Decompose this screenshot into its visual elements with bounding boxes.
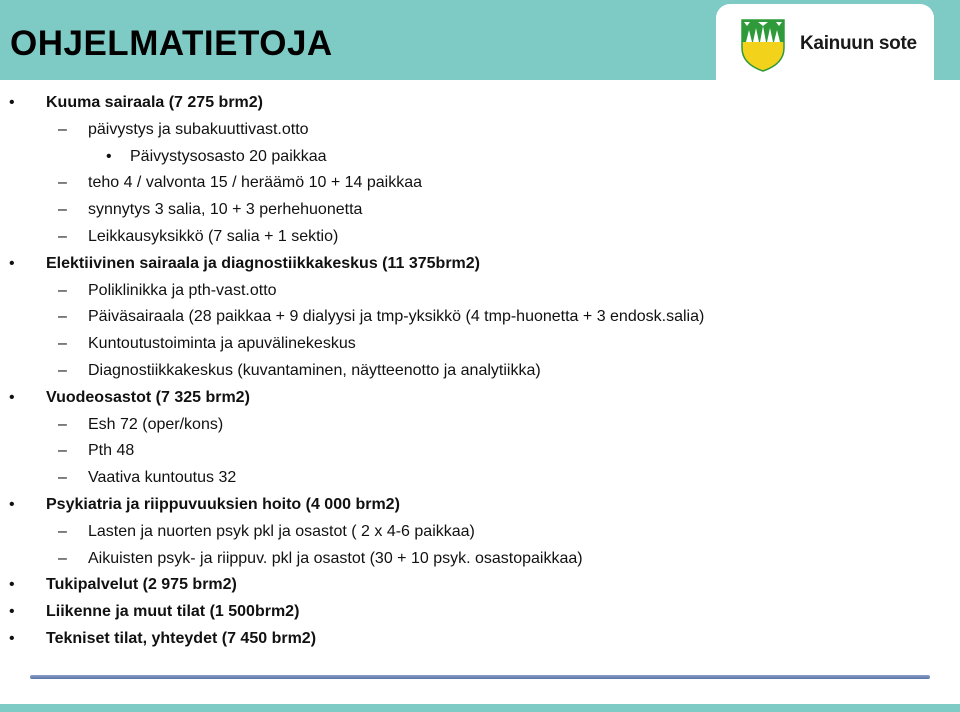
bullet-marker: • bbox=[9, 629, 15, 647]
list-item-text: synnytys 3 salia, 10 + 3 perhehuonetta bbox=[88, 201, 363, 219]
bullet-marker: • bbox=[9, 495, 15, 513]
list-item-text: Diagnostiikkakeskus (kuvantaminen, näytteenotto ja analytiikka) bbox=[88, 361, 541, 379]
list-item-text: Pth 48 bbox=[88, 442, 135, 460]
list-item-text: päivystys ja subakuuttivast.otto bbox=[88, 120, 309, 138]
list-item-text: Elektiivinen sairaala ja diagnostiikkakeskus (11 375brm2) bbox=[46, 254, 481, 272]
list-item-text: Aikuisten psyk- ja riippuv. pkl ja osastot (30 + 10 psyk. osastopaikkaa) bbox=[88, 549, 583, 567]
bullet-marker: • bbox=[9, 603, 15, 621]
list-item-text: Päivystysosasto 20 paikkaa bbox=[130, 147, 327, 165]
list-item-text: Psykiatria ja riippuvuuksien hoito (4 000 brm2) bbox=[46, 495, 400, 513]
footer-band bbox=[0, 704, 960, 712]
list-item-text: Vuodeosastot (7 325 brm2) bbox=[46, 388, 250, 406]
list-item bbox=[0, 169, 960, 196]
list-item bbox=[0, 116, 960, 143]
list-item bbox=[0, 143, 960, 170]
list-item bbox=[0, 625, 960, 652]
list-item-text: Vaativa kuntoutus 32 bbox=[88, 469, 237, 487]
bullet-marker: • bbox=[106, 147, 112, 165]
dash-marker: – bbox=[58, 308, 67, 326]
dash-marker: – bbox=[58, 174, 67, 192]
list-item-text: Esh 72 (oper/kons) bbox=[88, 415, 224, 433]
list-item bbox=[0, 303, 960, 330]
list-item bbox=[0, 384, 960, 411]
list-item bbox=[0, 357, 960, 384]
list-item bbox=[0, 545, 960, 572]
page-title: OHJELMATIETOJA bbox=[10, 24, 333, 63]
list-item bbox=[0, 89, 960, 116]
list-item bbox=[0, 598, 960, 625]
bullet-marker: • bbox=[9, 94, 15, 111]
dash-marker: – bbox=[58, 522, 67, 540]
dash-marker: – bbox=[58, 281, 67, 299]
list-item-text: Päiväsairaala (28 paikkaa + 9 dialyysi ja tmp-yksikkö (4 tmp-huonetta + 3 endosk.salia) bbox=[88, 308, 705, 326]
list-item-text: Leikkausyksikkö (7 salia + 1 sektio) bbox=[88, 227, 339, 245]
bullet-marker: • bbox=[9, 388, 15, 406]
bullet-marker: • bbox=[9, 576, 15, 594]
bullet-marker: • bbox=[9, 254, 15, 272]
list-item-text: teho 4 / valvonta 15 / heräämö 10 + 14 paikkaa bbox=[88, 174, 423, 192]
list-item-text: Liikenne ja muut tilat (1 500brm2) bbox=[46, 603, 300, 621]
list-item bbox=[0, 330, 960, 357]
logo bbox=[716, 4, 934, 80]
list-item bbox=[0, 518, 960, 545]
bullet-list bbox=[0, 89, 960, 652]
divider bbox=[30, 675, 930, 679]
list-item bbox=[0, 411, 960, 438]
list-item-text: Kuuma sairaala (7 275 brm2) bbox=[46, 94, 263, 111]
dash-marker: – bbox=[58, 120, 67, 138]
list-item-text: Poliklinikka ja pth-vast.otto bbox=[88, 281, 277, 299]
dash-marker: – bbox=[58, 227, 67, 245]
list-item-text: Kuntoutustoiminta ja apuvälinekeskus bbox=[88, 335, 356, 353]
list-item-text: Lasten ja nuorten psyk pkl ja osastot ( 2 x 4-6 paikkaa) bbox=[88, 522, 475, 540]
logo-text: Kainuun sote bbox=[800, 33, 917, 54]
list-item bbox=[0, 491, 960, 518]
list-item bbox=[0, 277, 960, 304]
list-item-text: Tukipalvelut (2 975 brm2) bbox=[46, 576, 237, 594]
list-item bbox=[0, 250, 960, 277]
kainuu-emblem-icon bbox=[740, 18, 786, 72]
dash-marker: – bbox=[58, 442, 67, 460]
list-item bbox=[0, 437, 960, 464]
list-item bbox=[0, 223, 960, 250]
dash-marker: – bbox=[58, 335, 67, 353]
dash-marker: – bbox=[58, 469, 67, 487]
dash-marker: – bbox=[58, 549, 67, 567]
list-item bbox=[0, 464, 960, 491]
dash-marker: – bbox=[58, 415, 67, 433]
list-item bbox=[0, 571, 960, 598]
dash-marker: – bbox=[58, 361, 67, 379]
list-item-text: Tekniset tilat, yhteydet (7 450 brm2) bbox=[46, 629, 317, 647]
list-item bbox=[0, 196, 960, 223]
dash-marker: – bbox=[58, 201, 67, 219]
